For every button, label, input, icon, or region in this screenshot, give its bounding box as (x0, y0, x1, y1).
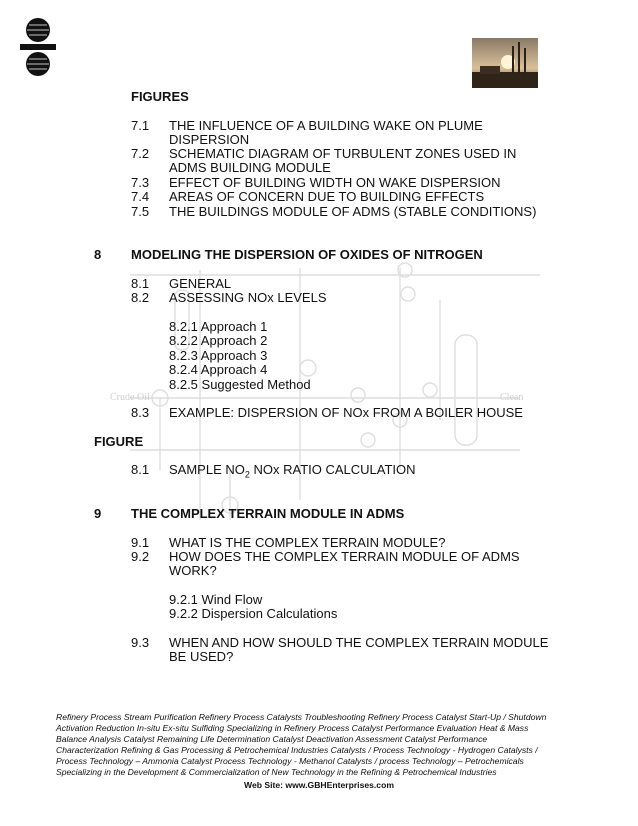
section-title: THE COMPLEX TERRAIN MODULE IN ADMS (131, 506, 405, 521)
footer-line: Activation Reduction In-situ Ex-situ Sulfiding Specializing in Refinery Process Catalyst Performance Evaluation Heat & Mass (56, 723, 529, 733)
figure-title-line: EFFECT OF BUILDING WIDTH ON WAKE DISPERSION (169, 175, 501, 190)
item-title-line: WORK? (169, 563, 217, 578)
item-number: 9.1 (131, 535, 150, 550)
footer-line: Specializing in the Development & Commercialization of New Technology in the Refining & Petrochemical Industries (56, 767, 497, 777)
subitem: 8.2.2 Approach 2 (169, 333, 268, 348)
item-number: 8.2 (131, 290, 150, 305)
watermark-crude-oil-label: Crude Oil (110, 392, 150, 403)
footer-line: Characterization Refining & Gas Processing & Petrochemical Industries Catalysts / Process Technology - Hydrogen Catalysts / (56, 745, 538, 755)
figure-title-line: ADMS BUILDING MODULE (169, 160, 331, 175)
subitem: 8.2.5 Suggested Method (169, 377, 311, 392)
website-link[interactable]: Web Site: www.GBHEnterprises.com (244, 780, 394, 790)
footer-line: Process Technology – Ammonia Catalyst Process Technology - Methanol Catalysts / process Technology – Petrochemicals (56, 756, 524, 766)
figure-title: SAMPLE $NO_2$ NOx RATIO CALCULATION (169, 462, 416, 480)
item-title-line: BE USED? (169, 649, 234, 664)
item-title: EXAMPLE: DISPERSION OF NOx FROM A BOILER HOUSE (169, 405, 523, 420)
item-number: 8.3 (131, 405, 150, 420)
subitem: 9.2.2 Dispersion Calculations (169, 606, 338, 621)
company-logo (18, 16, 58, 78)
section-title: MODELING THE DISPERSION OF OXIDES OF NITROGEN (131, 247, 483, 262)
figure-title-line: THE INFLUENCE OF A BUILDING WAKE ON PLUME (169, 118, 483, 133)
item-title: GENERAL (169, 276, 232, 291)
item-title-line: HOW DOES THE COMPLEX TERRAIN MODULE OF ADMS (169, 549, 520, 564)
figure-title-line: THE BUILDINGS MODULE OF ADMS (STABLE CONDITIONS) (169, 204, 537, 219)
figure-number: 7.3 (131, 175, 150, 190)
item-title: ASSESSING NOx LEVELS (169, 290, 327, 305)
figure-number: 7.5 (131, 204, 150, 219)
subitem: 9.2.1 Wind Flow (169, 592, 263, 607)
watermark-clean-label: Clean (500, 392, 524, 403)
subitem: 8.2.3 Approach 3 (169, 348, 268, 363)
section-number: 9 (94, 506, 102, 521)
item-title-line: WHEN AND HOW SHOULD THE COMPLEX TERRAIN MODULE (169, 635, 549, 650)
subitem: 8.2.4 Approach 4 (169, 362, 268, 377)
item-number: 9.2 (131, 549, 150, 564)
figure-title-line: SCHEMATIC DIAGRAM OF TURBULENT ZONES USED IN (169, 146, 517, 161)
figure-title-line: DISPERSION (169, 132, 250, 147)
item-number: 8.1 (131, 276, 150, 291)
figures-heading: FIGURES (131, 89, 189, 104)
item-title: WHAT IS THE COMPLEX TERRAIN MODULE? (169, 535, 446, 550)
refinery-photo (472, 38, 538, 88)
footer-services-text (56, 712, 586, 778)
figure-heading: FIGURE (94, 434, 144, 449)
figure-number: 7.1 (131, 118, 150, 133)
footer-line: Refinery Process Stream Purification Refinery Process Catalysts Troubleshooting Refinery Process Catalyst Start-Up / Shutdown (56, 712, 547, 722)
footer-line: Balance Analysis Catalyst Remaining Life Determination Catalyst Deactivation Assessment Catalyst Performance (56, 734, 488, 744)
subitem: 8.2.1 Approach 1 (169, 319, 268, 334)
figure-number: 7.4 (131, 189, 150, 204)
figure-number: 8.1 (131, 462, 150, 477)
item-number: 9.3 (131, 635, 150, 650)
figure-number: 7.2 (131, 146, 150, 161)
figure-title-line: AREAS OF CONCERN DUE TO BUILDING EFFECTS (169, 189, 485, 204)
section-number: 8 (94, 247, 102, 262)
